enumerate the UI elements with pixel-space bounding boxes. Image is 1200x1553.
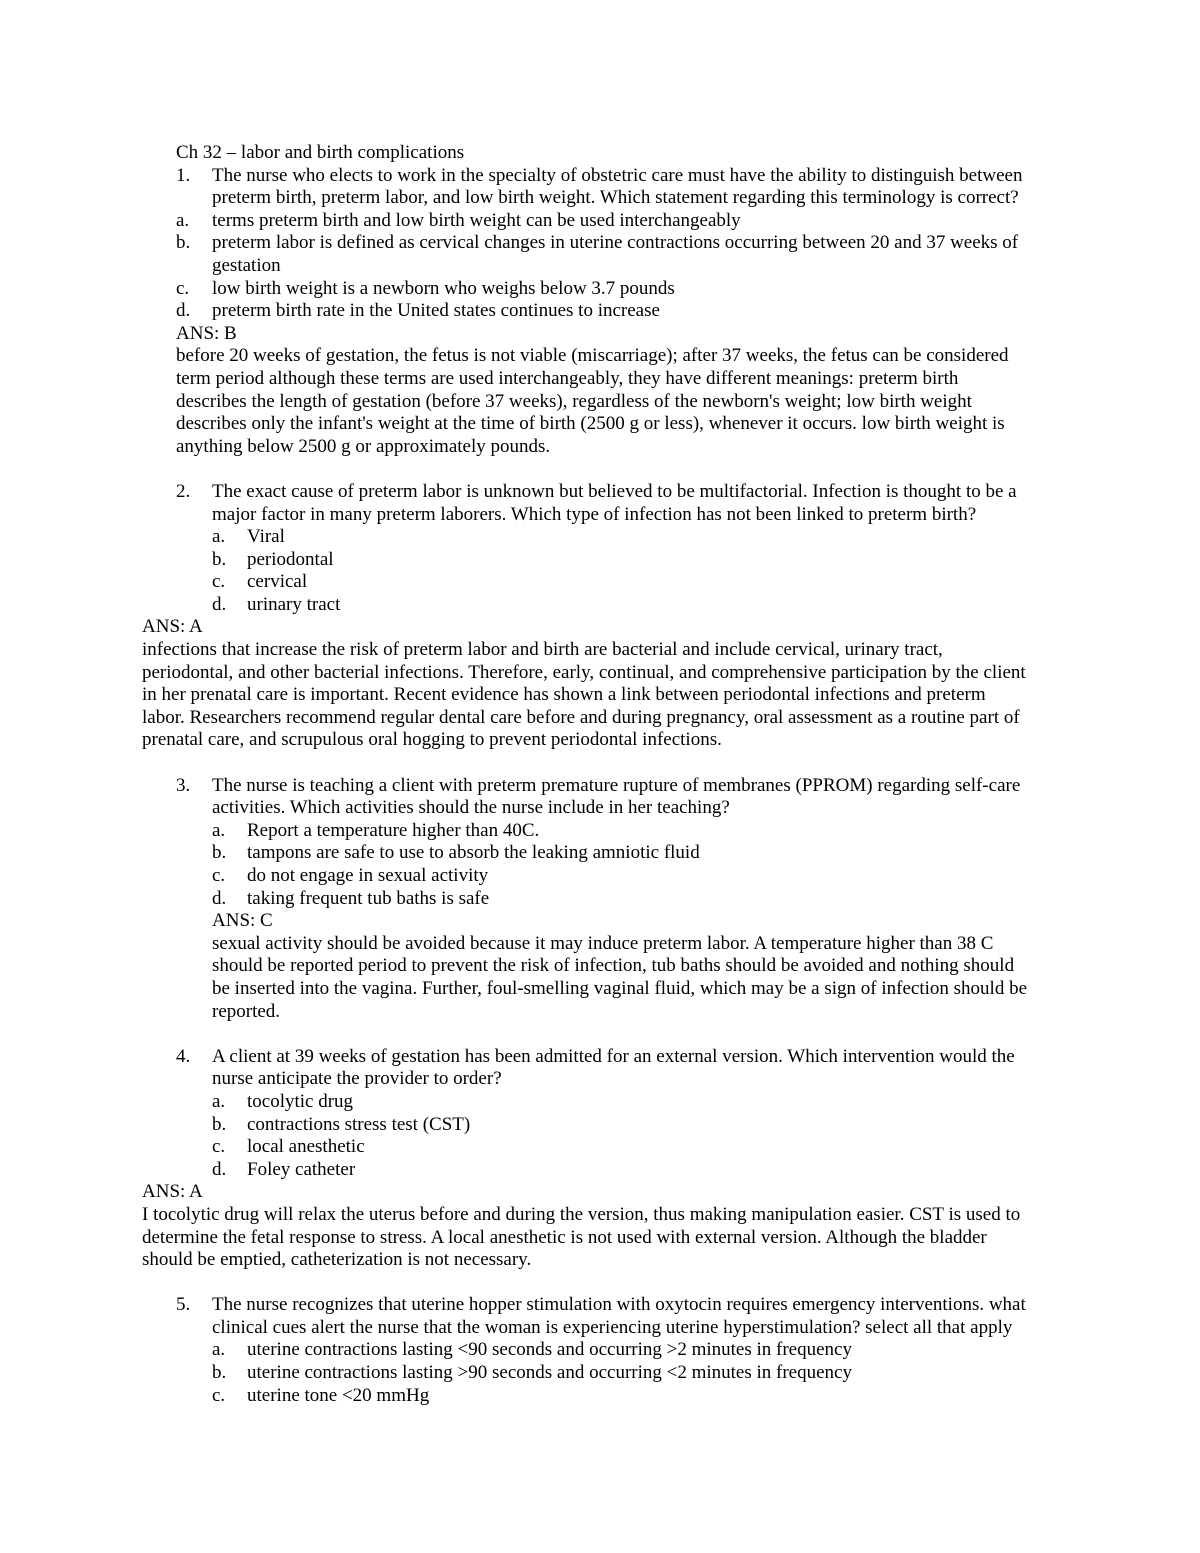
option-d: [176, 594, 1076, 617]
option-label: a.: [212, 1090, 226, 1112]
option-c: [176, 865, 1076, 888]
rationale-line: describes the length of gestation (before 37 weeks), regardless of the newborn's weight; low birth weight: [176, 390, 972, 412]
question-stem-line: A client at 39 weeks of gestation has been admitted for an external version. Which intervention would the: [212, 1045, 1015, 1067]
option-text: tampons are safe to use to absorb the leaking amniotic fluid: [247, 842, 700, 864]
option-label: d.: [176, 300, 191, 322]
question-stem-line: The nurse is teaching a client with preterm premature rupture of membranes (PPROM) regarding self-care: [212, 774, 1021, 796]
option-a: [176, 1339, 1076, 1362]
question-number: 5.: [176, 1294, 191, 1316]
question-stem-line: The exact cause of preterm labor is unknown but believed to be multifactorial. Infection is thought to be a: [212, 480, 1017, 502]
option-text: taking frequent tub baths is safe: [247, 887, 490, 909]
question-number: 2.: [176, 480, 191, 502]
option-b: [176, 232, 1076, 255]
rationale-line: periodontal, and other bacterial infections. Therefore, early, continual, and comprehensive participation by the client: [142, 661, 1026, 683]
rationale-line: anything below 2500 g or approximately pounds.: [176, 435, 551, 457]
option-c: [176, 1136, 1076, 1159]
option-text: gestation: [212, 254, 281, 276]
rationale-line: labor. Researchers recommend regular dental care before and during pregnancy, oral assessment as a routine part of: [142, 706, 1020, 728]
option-c: [176, 278, 1076, 301]
rationale-line: reported.: [212, 1000, 281, 1022]
question-4: [142, 1045, 1076, 1272]
option-label: d.: [212, 887, 227, 909]
option-text: low birth weight is a newborn who weighs below 3.7 pounds: [212, 277, 675, 299]
answer-key: ANS: B: [176, 322, 237, 344]
answer-key: ANS: A: [142, 616, 203, 638]
title-text: Ch 32 – labor and birth complications: [176, 142, 465, 163]
option-label: c.: [212, 1136, 226, 1158]
option-text: uterine contractions lasting >90 seconds and occurring <2 minutes in frequency: [247, 1362, 852, 1384]
option-label: a.: [176, 209, 190, 231]
option-d: [176, 888, 1076, 911]
question-number: 4.: [176, 1045, 191, 1067]
option-label: c.: [212, 1384, 226, 1406]
option-text: Report a temperature higher than 40C.: [247, 819, 540, 841]
question-stem-line: The nurse recognizes that uterine hopper stimulation with oxytocin requires emergency interventions. what: [212, 1294, 1026, 1316]
option-b: [176, 1362, 1076, 1385]
option-label: b.: [212, 1113, 227, 1135]
option-d: [176, 300, 1076, 323]
question-stem-line: activities. Which activities should the nurse include in her teaching?: [212, 797, 730, 819]
rationale-line: before 20 weeks of gestation, the fetus is not viable (miscarriage); after 37 weeks, the fetus can be considered: [176, 345, 1009, 367]
option-b: [176, 842, 1076, 865]
answer-key: ANS: C: [212, 910, 273, 932]
option-label: b.: [212, 548, 227, 570]
option-text: urinary tract: [247, 593, 341, 615]
rationale-line: should be emptied, catheterization is not necessary.: [142, 1249, 532, 1271]
rationale-line: I tocolytic drug will relax the uterus before and during the version, thus making manipulation easier. CST is used to: [142, 1203, 1021, 1225]
rationale-line: sexual activity should be avoided because it may induce preterm labor. A temperature higher than 38 C: [212, 932, 994, 954]
question-stem-line: The nurse who elects to work in the specialty of obstetric care must have the ability to distinguish between: [212, 164, 1023, 186]
option-label: b.: [176, 232, 191, 254]
option-d: [176, 1159, 1076, 1182]
option-text: uterine contractions lasting <90 seconds and occurring >2 minutes in frequency: [247, 1339, 852, 1361]
question-number: 1.: [176, 164, 191, 186]
option-a: [176, 526, 1076, 549]
option-text: Viral: [247, 526, 285, 548]
option-text: contractions stress test (CST): [247, 1113, 471, 1135]
option-text: terms preterm birth and low birth weight can be used interchangeably: [212, 209, 741, 231]
option-label: c.: [212, 571, 226, 593]
answer-key: ANS: A: [142, 1181, 203, 1203]
option-label: d.: [212, 593, 227, 615]
option-a: [176, 210, 1076, 233]
option-a: [176, 820, 1076, 843]
option-text: preterm birth rate in the United states continues to increase: [212, 300, 660, 322]
rationale-line: be inserted into the vagina. Further, foul-smelling vaginal fluid, which may be a sign of infection should be: [212, 977, 1027, 999]
option-label: a.: [212, 1339, 226, 1361]
rationale-line: prenatal care, and scrupulous oral hogging to prevent periodontal infections.: [142, 729, 722, 751]
option-label: b.: [212, 1362, 227, 1384]
question-stem-line: major factor in many preterm laborers. Which type of infection has not been linked to preterm birth?: [212, 503, 977, 525]
option-text: Foley catheter: [247, 1158, 356, 1180]
option-label: c.: [212, 865, 226, 886]
option-label: a.: [212, 526, 226, 548]
rationale-line: in her prenatal care is important. Recent evidence has shown a link between periodontal infections and preterm: [142, 684, 986, 706]
question-stem-line: preterm birth, preterm labor, and low birth weight. Which statement regarding this terminology is correct?: [212, 187, 1019, 209]
option-c: [176, 1385, 1076, 1408]
option-a: [176, 1091, 1076, 1114]
question-2: [142, 480, 1076, 752]
question-3: [176, 775, 1076, 1024]
option-text: local anesthetic: [247, 1136, 365, 1158]
rationale-line: infections that increase the risk of preterm labor and birth are bacterial and include cervical, urinary tract,: [142, 639, 943, 661]
option-b: [176, 549, 1076, 572]
option-text: do not engage in sexual activity: [247, 865, 489, 886]
option-label: c.: [176, 277, 190, 299]
option-b: [176, 1114, 1076, 1137]
rationale-line: determine the fetal response to stress. A local anesthetic is not used with external version. Although the bladder: [142, 1226, 987, 1248]
question-1: [176, 165, 1076, 459]
option-c: [176, 571, 1076, 594]
rationale-line: describes only the infant's weight at the time of birth (2500 g or less), whenever it occurs. low birth weight is: [176, 413, 1005, 435]
option-text: tocolytic drug: [247, 1090, 354, 1112]
question-stem-line: nurse anticipate the provider to order?: [212, 1068, 502, 1090]
option-label: d.: [212, 1158, 227, 1180]
document-body: [142, 142, 1076, 1407]
option-label: b.: [212, 842, 227, 864]
rationale-line: term period although these terms are used interchangeably, they have different meanings: preterm birth: [176, 367, 959, 389]
page-title: [176, 142, 1076, 165]
option-text: preterm labor is defined as cervical changes in uterine contractions occurring between 20 and 37 weeks of: [212, 232, 1019, 254]
option-text: cervical: [247, 571, 308, 593]
option-text: periodontal: [247, 548, 334, 570]
option-label: a.: [212, 819, 226, 841]
question-5: [176, 1294, 1076, 1407]
question-stem-line: clinical cues alert the nurse that the woman is experiencing uterine hyperstimulation? select all that apply: [212, 1316, 1013, 1338]
option-text: uterine tone <20 mmHg: [247, 1384, 430, 1406]
question-number: 3.: [176, 774, 191, 796]
rationale-line: should be reported period to prevent the risk of infection, tub baths should be avoided and nothing should: [212, 955, 1015, 977]
